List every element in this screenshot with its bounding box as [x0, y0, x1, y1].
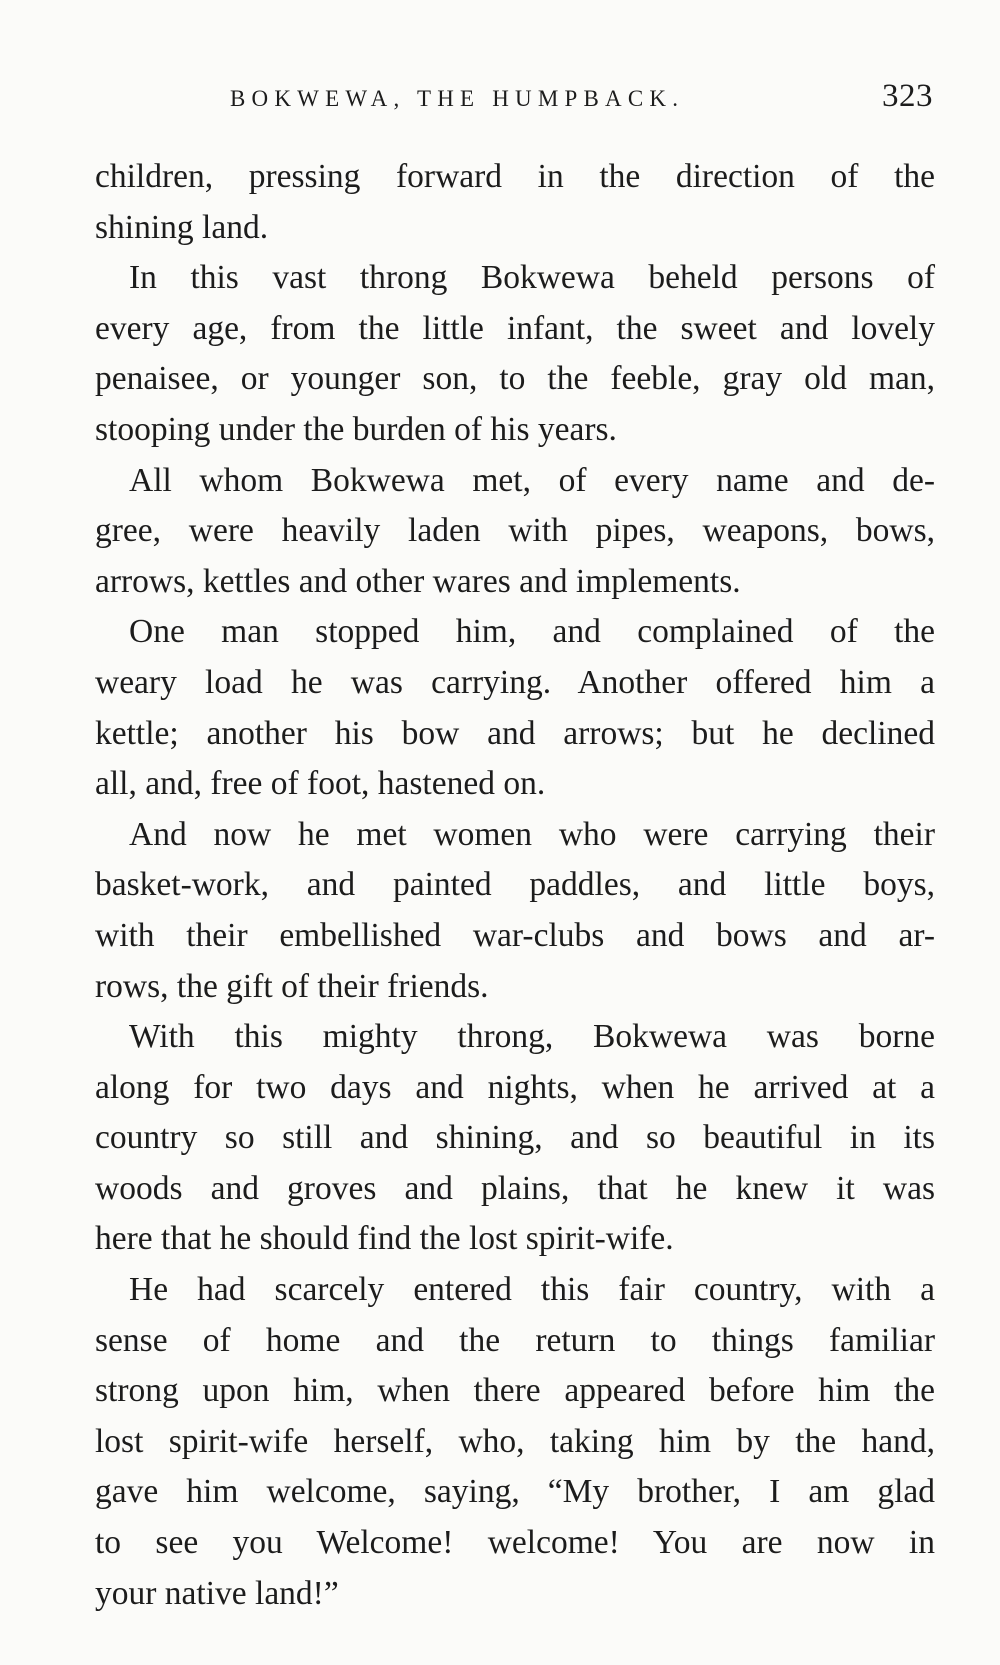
text-line: along for two days and nights, when he arrived at a — [95, 1068, 935, 1106]
text-line: With this mighty throng, Bokwewa was borne — [129, 1018, 935, 1056]
text-line: He had scarcely entered this fair country, with a — [129, 1271, 935, 1309]
paragraph-7 — [95, 1265, 935, 1619]
text-line: to see you Welcome! welcome! You are now in — [95, 1524, 935, 1562]
paragraph-5 — [95, 810, 935, 1012]
page-number: 323 — [882, 78, 933, 114]
text-line: And now he met women who were carrying their — [129, 815, 935, 853]
paragraph-6 — [95, 1012, 935, 1265]
text-line: sense of home and the return to things familiar — [95, 1321, 935, 1359]
text-line: shining land. — [95, 208, 269, 246]
text-line: kettle; another his bow and arrows; but he declined — [95, 714, 935, 752]
text-line: here that he should find the lost spirit-wife. — [95, 1220, 674, 1258]
page-header — [95, 78, 935, 128]
text-line: gave him welcome, saying, “My brother, I am glad — [95, 1473, 935, 1511]
text-line: with their embellished war-clubs and bows and ar- — [95, 916, 935, 954]
text-line: your native land!” — [95, 1574, 339, 1612]
paragraph-2 — [95, 253, 935, 455]
text-line: weary load he was carrying. Another offered him a — [95, 663, 935, 701]
text-line: arrows, kettles and other wares and implements. — [95, 562, 741, 600]
paragraph-3 — [95, 456, 935, 608]
text-line: stooping under the burden of his years. — [95, 410, 617, 448]
text-line: All whom Bokwewa met, of every name and de- — [129, 461, 935, 499]
text-line: One man stopped him, and complained of the — [129, 613, 935, 651]
text-line: basket-work, and painted paddles, and little boys, — [95, 866, 935, 904]
text-line: all, and, free of foot, hastened on. — [95, 765, 546, 803]
text-line: strong upon him, when there appeared before him the — [95, 1372, 935, 1410]
text-line: rows, the gift of their friends. — [95, 967, 489, 1005]
text-line: woods and groves and plains, that he knew it was — [95, 1169, 935, 1207]
text-line: country so still and shining, and so beautiful in its — [95, 1119, 935, 1157]
paragraph-4 — [95, 607, 935, 809]
text-line: gree, were heavily laden with pipes, weapons, bows, — [95, 512, 935, 550]
text-line: lost spirit-wife herself, who, taking him by the hand, — [95, 1422, 935, 1460]
running-head: BOKWEWA, THE HUMPBACK. — [230, 86, 685, 111]
text-line: penaisee, or younger son, to the feeble, gray old man, — [95, 360, 935, 398]
text-line: children, pressing forward in the direction of the — [95, 158, 935, 195]
text-line: every age, from the little infant, the sweet and lovely — [95, 309, 935, 347]
text-line: In this vast throng Bokwewa beheld persons of — [129, 259, 935, 297]
page-body-text — [95, 152, 935, 1619]
paragraph-1 — [95, 152, 935, 253]
